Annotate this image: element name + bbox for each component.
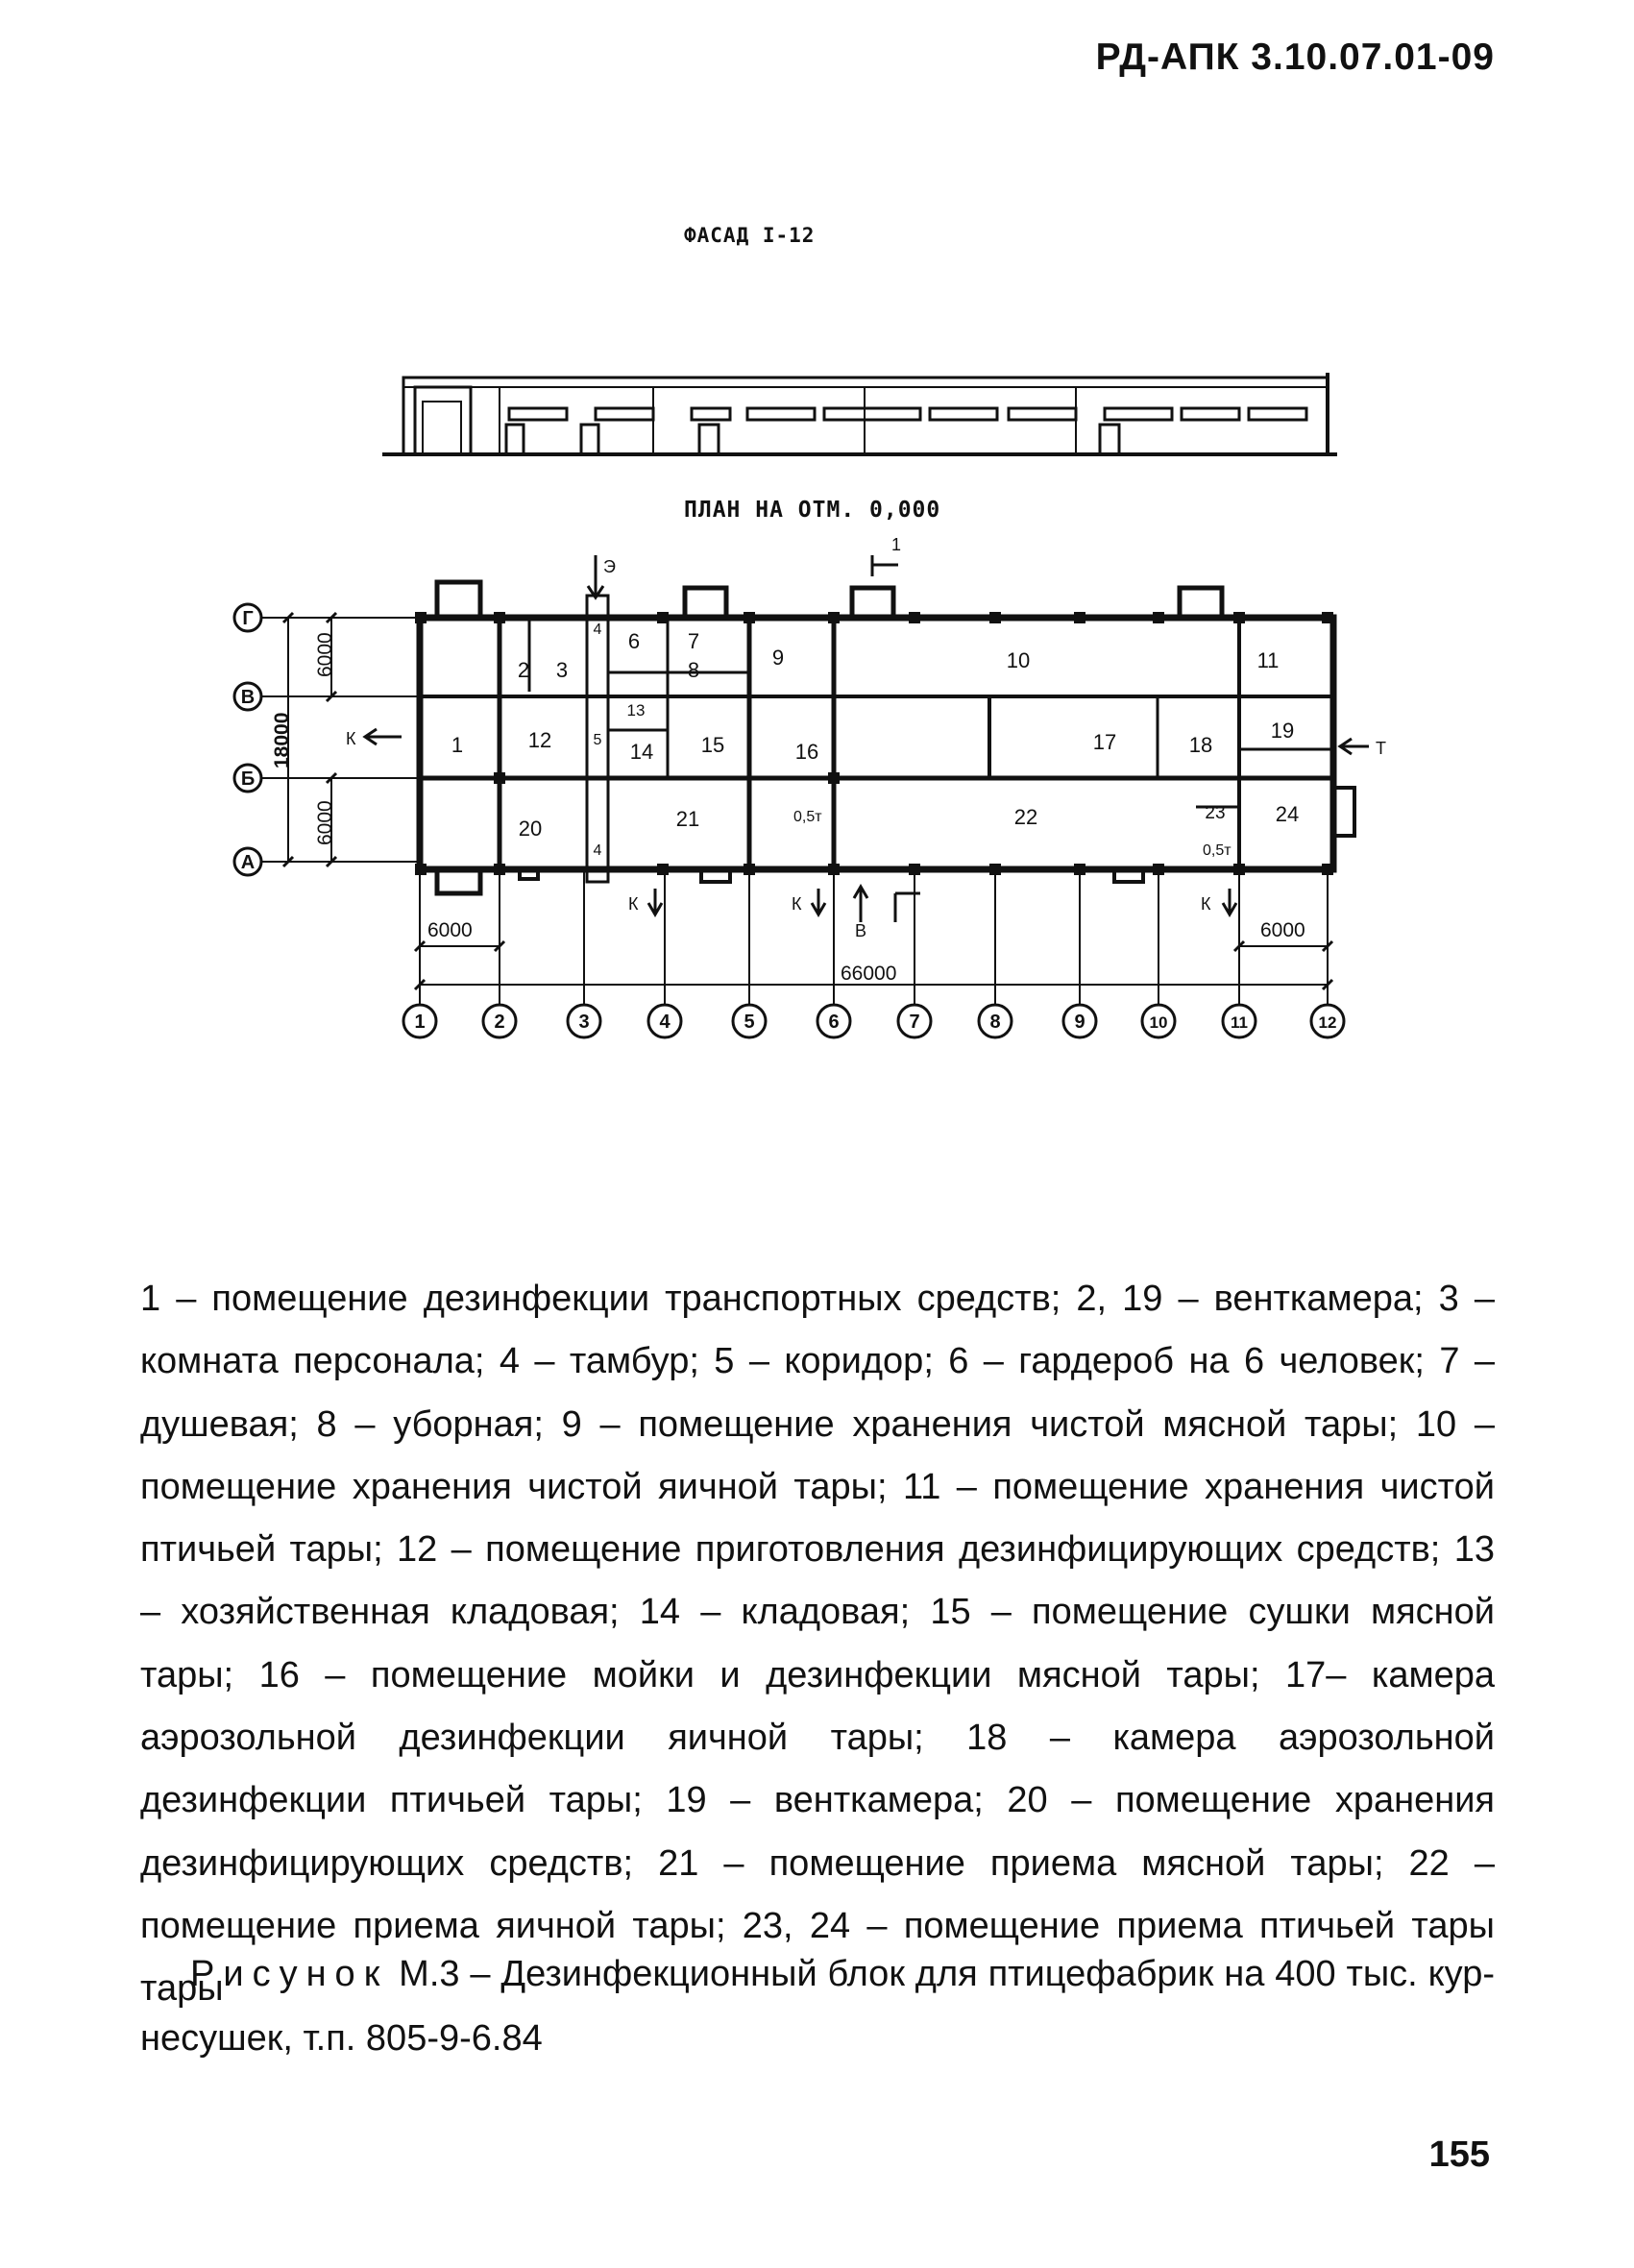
document-code: РД-АПК 3.10.07.01-09 [1095,37,1495,78]
axis-row-g: Г [242,608,254,629]
column-axis-labels [414,1012,1336,1033]
floor-plan [234,555,1369,1037]
dim-total-length: 66000 [841,963,897,985]
axis-col-9: 9 [1074,1012,1085,1033]
axis-row-v: В [240,687,256,708]
facade-elevation [382,373,1337,454]
room-7: 7 [687,629,700,653]
room-6: 6 [627,629,641,653]
figure-caption [140,1942,1495,2071]
room-11: 11 [1256,648,1280,672]
axis-row-b: Б [240,768,256,790]
room-18: 18 [1188,733,1213,757]
room-23: 23 [1205,803,1226,823]
caption-text: М.3 – Дезинфекционный блок для птицефабрик на 400 тыс. кур-несушек, т.п. 805-9-6.84 [140,1954,1495,2059]
room-numbers [451,622,1299,859]
axis-col-7: 7 [909,1012,920,1033]
axis-col-3: 3 [578,1012,590,1033]
room-19: 19 [1270,719,1295,743]
room-8: 8 [687,658,700,682]
axis-col-6: 6 [828,1012,840,1033]
marker-k-left: К [346,729,356,748]
room-20: 20 [518,817,543,841]
figure-legend: 1 – помещение дезинфекции транспортных средств; 2, 19 – венткамера; 3 – комната персонала; 4 – тамбур; 5 – коридор; 6 – гардероб на 6 человек; 7 – душевая; 8 – уборная; 9 – помещение хранения чистой мясной тары; 10 – помещение хранения чистой яичной тары; 11 – помещение хранения чистой птичьей тары; 12 – помещение приготовления дезинфицирующих средств; 13 – хозяйственная кладовая; 14 – кладовая; 15 – помещение сушки мясной тары; 16 – помещение мойки и дезинфекции мясной тары; 17– камера аэрозольной дезинфекции яичной тары; 18 – камера аэрозольной дезинфекции птичьей тары; 19 – венткамера; 20 – помещение хранения дезинфицирующих средств; 21 – помещение приема мясной тары; 22 – помещение приема яичной тары; 23, 24 – помещение приема птичьей тары тары [140,1279,1495,2010]
room-14: 14 [629,740,654,764]
marker-k-bottom-2: К [792,894,802,914]
axis-col-2: 2 [494,1012,505,1033]
room-5: 5 [593,732,602,748]
axis-col-4: 4 [659,1012,671,1033]
plan-title: ПЛАН НА ОТМ. 0,000 [684,498,941,523]
entry-marker-e: Э [603,557,616,576]
room-9: 9 [771,646,785,670]
room-17: 17 [1092,730,1117,754]
room-24: 24 [1275,802,1300,826]
axis-col-10: 10 [1149,1013,1168,1032]
dim-left-span: 6000 [427,919,473,941]
room-16: 16 [794,740,819,764]
crane-capacity-2: 0,5т [1203,842,1232,859]
crane-capacity-1: 0,5т [793,809,822,825]
page-number: 155 [1428,2134,1490,2175]
dimension-labels [271,632,1305,985]
marker-k-bottom-3: К [1201,894,1211,914]
room-2: 2 [517,658,530,682]
room-12: 12 [527,728,552,752]
facade-title: ФАСАД I-12 [684,224,816,247]
marker-k-bottom-1: К [628,894,639,914]
dim-right-span: 6000 [1260,919,1305,941]
section-marker: 1 [891,535,902,554]
row-axis-labels [241,608,255,873]
axis-col-1: 1 [414,1012,426,1033]
room-13: 13 [626,701,646,719]
room-4b: 4 [593,842,602,859]
marker-t-right: Т [1376,739,1386,758]
axis-col-5: 5 [744,1012,755,1033]
facade-doors [506,425,1119,454]
axis-col-12: 12 [1318,1013,1337,1032]
axis-col-11: 11 [1231,1013,1248,1032]
room-10: 10 [1006,648,1031,672]
room-1: 1 [451,733,464,757]
crane-labels [793,809,1232,859]
marker-v-bottom: В [855,921,867,940]
dim-lower-bay: 6000 [314,800,336,845]
axis-bubbles [234,604,1344,1037]
room-21: 21 [675,807,700,831]
room-22: 22 [1013,805,1038,829]
room-4: 4 [593,622,602,638]
facade-windows [509,408,1306,420]
room-3: 3 [555,658,569,682]
axis-col-8: 8 [989,1012,1001,1033]
caption-lead: Рисунок [190,1954,389,1994]
dim-upper-bay: 6000 [314,632,336,677]
room-15: 15 [700,733,725,757]
axis-row-a: А [240,852,256,873]
dim-total-width: 18000 [271,712,293,768]
